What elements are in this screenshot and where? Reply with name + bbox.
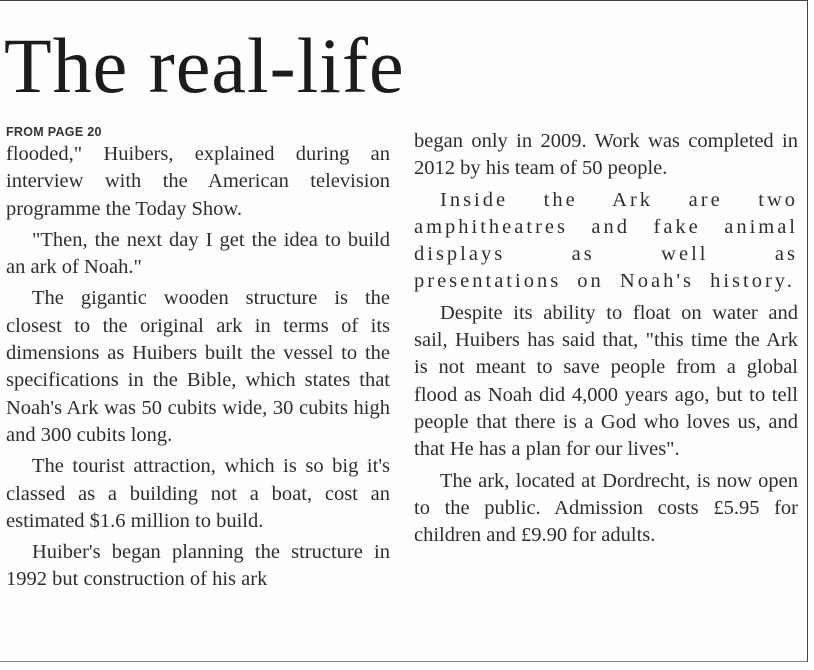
- headline: The real-life: [4, 22, 405, 109]
- paragraph: Inside the Ark are two amphitheatres and fake animal displays as well as presentations on Noah's history.: [414, 188, 798, 293]
- continuation-label: FROM PAGE 20: [6, 125, 102, 139]
- paragraph: The gigantic wooden structure is the closest to the original ark in terms of its dimensions as Huibers built the vessel to the specifications in the Bible, which states that Noah's Ark was 50 cubits wide, 30 cubits high and 300 cubits long.: [6, 287, 390, 446]
- paragraph: The tourist attraction, which is so big it's classed as a building not a boat, cost an estimated $1.6 million to build.: [6, 455, 390, 532]
- paragraph: flooded," Huibers, explained during an interview with the American television programme the Today Show.: [6, 143, 390, 220]
- left-column: [6, 121, 390, 594]
- paragraph: Despite its ability to float on water and sail, Huibers has said that, "this time the Ark is not meant to save people from a global flood as Noah did 4,000 years ago, but to tell people that there is a God who loves us, and that He has a plan for our lives".: [414, 301, 798, 461]
- paragraph: "Then, the next day I get the idea to build an ark of Noah.": [6, 228, 390, 279]
- paragraph: began only in 2009. Work was completed in 2012 by his team of 50 people.: [414, 130, 798, 180]
- paragraph: The ark, located at Dordrecht, is now open to the public. Admission costs £5.95 for children and £9.90 for adults.: [414, 469, 798, 547]
- right-column: [414, 128, 798, 549]
- paragraph: Huiber's began planning the structure in 1992 but construction of his ark: [6, 541, 390, 591]
